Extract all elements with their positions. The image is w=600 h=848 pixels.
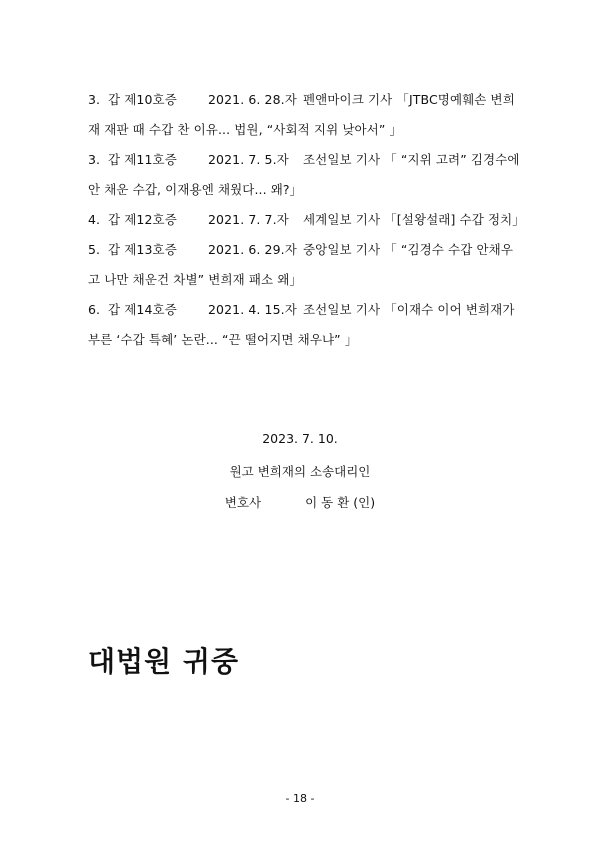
lawyer-name: 이 동 환 (인) [305, 495, 376, 510]
evidence-title-continued: 안 채운 수갑, 이재용엔 채웠다... 왜?」 [88, 182, 303, 197]
evidence-title: 조선일보 기사 「이재수 이어 변희재가 [303, 302, 515, 317]
lawyer-signature [0, 493, 600, 511]
evidence-title-continued: 재 재판 때 수갑 찬 이유... 법원, “사회적 지위 낮아서” 」 [88, 122, 403, 137]
evidence-title: 중앙일보 기사 「 “김경수 수갑 안채우 [303, 242, 513, 257]
evidence-label: 갑 제14호증 [108, 302, 177, 317]
evidence-title-continued: 고 나만 채운건 차별” 변희재 패소 왜」 [88, 272, 303, 287]
evidence-item-14 [88, 302, 528, 318]
evidence-list [88, 92, 528, 362]
item-number: 3. [88, 152, 101, 167]
item-number: 4. [88, 212, 101, 227]
evidence-item-11 [88, 152, 528, 168]
item-number: 6. [88, 302, 101, 317]
evidence-date: 2021. 7. 7.자 [208, 212, 289, 227]
evidence-date: 2021. 4. 15.자 [208, 302, 297, 317]
evidence-item-13 [88, 242, 528, 258]
evidence-label: 갑 제10호증 [108, 92, 177, 107]
evidence-title: 조선일보 기사 「 “지위 고려” 김경수에 [303, 152, 520, 167]
evidence-item-10 [88, 92, 528, 108]
court-addressee: 대법원 귀중 [88, 645, 239, 678]
item-number: 5. [88, 242, 101, 257]
filing-date: 2023. 7. 10. [262, 431, 338, 446]
evidence-date: 2021. 6. 29.자 [208, 242, 297, 257]
legal-agent: 원고 변희재의 소송대리인 [229, 464, 371, 479]
evidence-title: 세계일보 기사 「[설왕설래] 수갑 정치」 [303, 212, 525, 227]
item-number: 3. [88, 92, 101, 107]
evidence-title-continued: 부른 ‘수갑 특혜’ 논란... “끈 떨어지면 채우냐” 」 [88, 332, 358, 347]
evidence-label: 갑 제13호증 [108, 242, 177, 257]
evidence-date: 2021. 6. 28.자 [208, 92, 297, 107]
page-number: - 18 - [285, 792, 315, 805]
lawyer-title: 변호사 [224, 495, 262, 510]
evidence-title: 펜앤마이크 기사 「JTBC명예훼손 변희 [303, 92, 515, 107]
evidence-label: 갑 제12호증 [108, 212, 177, 227]
evidence-label: 갑 제11호증 [108, 152, 177, 167]
evidence-item-12 [88, 212, 528, 228]
evidence-date: 2021. 7. 5.자 [208, 152, 289, 167]
